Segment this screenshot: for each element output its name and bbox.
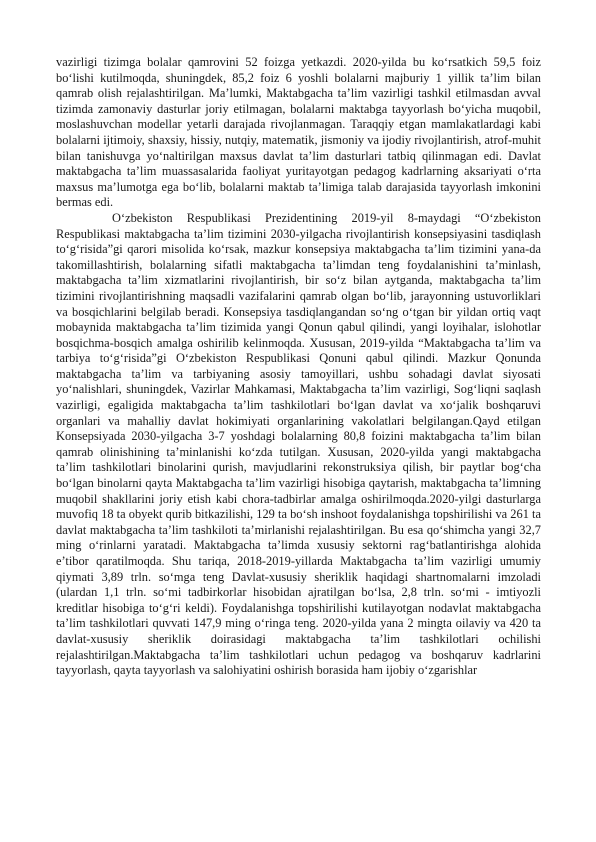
document-page bbox=[56, 55, 541, 679]
body-paragraph-1: vazirligi tizimga bolalar qamrovini 52 foizga yetkazdi. 2020-yilda bu ko‘rsatkich 59,5 foiz bo‘lishi kutilmoqda, shuningdek, 85,2 foiz 6 yoshli bolalarni majburiy 1 yillik ta’lim bilan qamrab olish rejalashtirilgan. Ma’lumki, Maktabgacha ta’lim vazirligi tashkil etilmasdan avval tizimda zamonaviy dasturlar joriy etilmagan, bolalarni maktabga tayyorlash bo‘yicha muqobil, moslashuvchan modellar yetarli darajada rivojlanmagan. Taraqqiy etgan mamlakatlardagi kabi bolalarni ijtimoiy, shaxsiy, hissiy, nutqiy, matematik, jismoniy va ijodiy rivojlantirish, atrof-muhit bilan tanishuvga yo‘naltirilgan maxsus davlat ta’lim dasturlari tatbiq qilinmagan edi. Davlat maktabgacha ta’lim muassasalarida faoliyat yuritayotgan pedagog kadrlarning aksariyati o‘rta maxsus ma’lumotga ega bo‘lib, bolalarni maktab ta’limiga talab darajasida tayyorlash imkonini bermas edi. bbox=[56, 55, 541, 210]
body-paragraph-2: O‘zbekiston Respublikasi Prezidentining 2019-yil 8-maydagi “O‘zbekiston Respublikasi maktabgacha ta’lim tizimini 2030-yilgacha rivojlantirish konsepsiyasini tasdiqlash to‘g‘risida”gi qarori misolida ko‘rsak, mazkur konsepsiya maktabgacha ta’lim tizimini yana-da takomillashtirish, bolalarning sifatli maktabgacha ta’limdan teng foydalanishini ta’minlash, maktabgacha ta’lim xizmatlarini rivojlantirish, bir so‘z bilan aytganda, maktabgacha ta’lim tizimini rivojlantirishning maqsadli vazifalarini qamrab olgan bo‘lib, jarayonning ustuvorliklari va bosqichlarini belgilab beradi. Konsepsiya tasdiqlangandan so‘ng o‘tgan bir yildan ortiq vaqt mobaynida maktabgacha ta’lim tizimida yangi Qonun qabul qilindi, yangi loyihalar, islohotlar bosqichma-bosqich amalga oshirilib kelinmoqda. Xususan, 2019-yilda “Maktabgacha ta’lim va tarbiya to‘g‘risida”gi O‘zbekiston Respublikasi Qonuni qabul qilindi. Mazkur Qonunda maktabgacha ta’lim va tarbiyaning asosiy tamoyillari, ushbu sohadagi davlat siyosati yo‘nalishlari, shuningdek, Vazirlar Mahkamasi, Maktabgacha ta’lim vazirligi, Sog‘liqni saqlash vazirligi, egaligida maktabgacha ta’lim tashkilotlari bo‘lgan davlat va xo‘jalik boshqaruvi organlari va mahalliy davlat hokimiyati organlarining vakolatlari belgilangan.Qayd etilgan Konsepsiyada 2030-yilgacha 3-7 yoshdagi bolalarning 80,8 foizini maktabgacha ta’lim bilan qamrab olinishining ta’minlanishi ko‘zda tutilgan. Xususan, 2020-yilda yangi maktabgacha ta’lim tashkilotlari binolarini qurish, mavjudlarini rekonstruksiya qilish, bir paytlar bog‘cha bo‘lgan binolarni qayta Maktabgacha ta’lim vazirligi hisobiga qaytarish, maktabgacha ta’limning muqobil shakllarini joriy etish kabi chora-tadbirlar amalga oshirilmoqda.2020-yilgi dasturlarga muvofiq 18 ta obyekt qurib bitkazilishi, 129 ta bo‘sh inshoot foydalanishga topshirilishi va 261 ta davlat maktabgacha ta’lim tashkiloti ta’mirlanishi rejalashtirilgan. Bu esa qo‘shimcha yangi 32,7 ming o‘rinlarni yaratadi. Maktabgacha ta’limda xususiy sektorni rag‘batlantirishga alohida e’tibor qaratilmoqda. Shu tariqa, 2018-2019-yillarda Maktabgacha ta’lim vazirligi umumiy qiymati 3,89 trln. so‘mga teng Davlat-xususiy sheriklik haqidagi shartnomalarni imzoladi (ulardan 1,1 trln. so‘mi tadbirkorlar hisobidan ajratilgan bo‘lsa, 2,8 trln. so‘mi - imtiyozli kreditlar hisobiga to‘g‘ri keldi). Foydalanishga topshirilishi kutilayotgan nodavlat maktabgacha ta’lim tashkilotlari quvvati 147,9 ming o‘ringa teng. 2020-yilda yana 2 mingta oilaviy va 420 ta davlat-xususiy sheriklik doirasidagi maktabgacha ta’lim tashkilotlari ochilishi rejalashtirilgan.Maktabgacha ta’lim tashkilotlari uchun pedagog va boshqaruv kadrlarini tayyorlash, qayta tayyorlash va salohiyatini oshirish borasida ham ijobiy o‘zgarishlar bbox=[56, 210, 541, 678]
